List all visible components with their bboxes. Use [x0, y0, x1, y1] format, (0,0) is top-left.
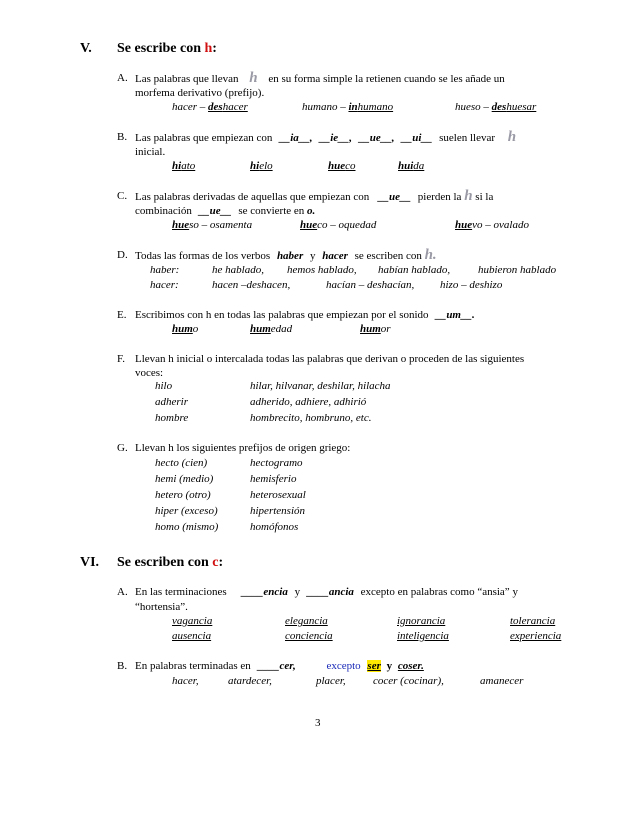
item-f-line1: Llevan h inicial o intercalada todas las palabras que derivan o proceden de las siguientes — [135, 353, 525, 365]
ex-text: vo – ovalado — [472, 219, 529, 231]
item-c-h: h — [464, 188, 473, 204]
ex-text: hacer — [222, 101, 248, 113]
item-g-example: heterosexual — [250, 489, 306, 501]
item-a-text2: en su forma simple la retienen cuando se les añade un — [268, 73, 505, 85]
item-vi-a-example: vagancia — [172, 615, 213, 627]
ex-prefix: hue — [172, 219, 190, 231]
item-f-letter: F. — [117, 353, 125, 365]
item-d-form: hacían – deshacían, — [326, 279, 415, 291]
ex-text: huesar — [506, 101, 537, 113]
ex-text: edad — [270, 323, 293, 335]
item-vi-b-example: cocer (cocinar), — [373, 675, 444, 687]
item-g-prefix: hetero (otro) — [155, 489, 211, 501]
ex-text: hueso – — [455, 101, 492, 113]
item-vi-b-example: amanecer — [480, 675, 524, 687]
item-f-root: hilo — [155, 380, 173, 392]
item-g-prefix: homo (mismo) — [155, 521, 219, 533]
item-d-verb-hacer: hacer: — [150, 279, 179, 291]
item-c-o: o. — [307, 205, 316, 217]
item-vi-a-fill: ____encia — [241, 586, 288, 598]
ex-text: da — [413, 160, 425, 172]
section-title-vi — [117, 555, 223, 571]
item-c-fill: __ue__ — [198, 205, 232, 217]
item-g-example: homófonos — [250, 521, 299, 533]
item-vi-b-letter: B. — [117, 660, 128, 672]
item-f-derived: hombrecito, hombruno, etc. — [250, 412, 372, 424]
item-a-example-2 — [302, 101, 393, 113]
item-d-haber: haber — [276, 250, 304, 262]
section-title-v-colon: : — [212, 41, 217, 56]
item-f-derived: hilar, hilvanar, deshilar, hilacha — [250, 380, 391, 392]
section-title-v-letter: h — [204, 41, 213, 56]
item-d-form: hizo – deshizo — [440, 279, 503, 291]
ex-text: elo — [259, 160, 273, 172]
item-e-line1 — [135, 308, 475, 322]
item-b-line2: inicial. — [135, 146, 166, 158]
item-g-prefix: hiper (exceso) — [155, 505, 218, 517]
ex-prefix: in — [348, 101, 358, 113]
item-a-line1 — [135, 71, 505, 86]
item-d-verb-haber: haber: — [150, 264, 180, 276]
item-b-fill: __ie__, — [319, 132, 352, 144]
item-c-example-2 — [300, 219, 376, 231]
item-g-example: hipertensión — [250, 505, 305, 517]
item-f-line2: voces: — [135, 367, 164, 379]
ex-text: or — [380, 323, 391, 335]
item-vi-b-ser: ser — [367, 660, 381, 672]
item-vi-b-y: y — [386, 660, 393, 672]
ex-prefix: hi — [250, 160, 260, 172]
item-a-example-1 — [172, 101, 248, 113]
item-vi-a-example: inteligencia — [397, 630, 449, 642]
item-b-example-4 — [398, 160, 424, 172]
ex-prefix: hi — [172, 160, 182, 172]
ex-prefix: hue — [328, 160, 346, 172]
item-b-fill: __ia__, — [279, 132, 313, 144]
item-vi-b-fill: ____cer, — [257, 660, 296, 672]
item-d-h: h. — [424, 247, 437, 263]
item-e-letter: E. — [117, 309, 127, 321]
ex-prefix: hue — [300, 219, 318, 231]
item-a-h: h — [249, 70, 258, 86]
item-f-root: hombre — [155, 412, 189, 424]
ex-prefix: hum — [250, 323, 271, 335]
item-c-text4: combinación — [135, 205, 192, 217]
item-b-example-1 — [172, 160, 195, 172]
ex-text: co – oquedad — [317, 219, 377, 231]
ex-text: ato — [181, 160, 196, 172]
item-a-letter: A. — [117, 72, 128, 84]
item-vi-a-fill: ____ancia — [306, 586, 354, 598]
ex-text: hacer – — [172, 101, 209, 113]
section-title-v — [117, 41, 217, 57]
ex-text: humano — [357, 101, 394, 113]
item-vi-a-example: ausencia — [172, 630, 212, 642]
item-d-y: y — [309, 250, 316, 262]
item-c-line2 — [135, 204, 315, 218]
item-d-form: habían hablado, — [378, 264, 451, 276]
item-a-text1: Las palabras que llevan — [135, 73, 239, 85]
item-vi-a-letter: A. — [117, 586, 128, 598]
ex-prefix: hue — [455, 219, 473, 231]
item-b-text1: Las palabras que empiezan con — [135, 132, 273, 144]
section-title-vi-text: Se escriben con — [117, 555, 213, 570]
item-vi-b-example: atardecer, — [228, 675, 272, 687]
item-c-line1 — [135, 189, 493, 204]
item-e-example-1 — [172, 323, 198, 335]
section-number-v: V. — [80, 41, 92, 56]
ex-text: so – osamenta — [189, 219, 253, 231]
section-title-vi-colon: : — [218, 555, 224, 570]
item-d-line1 — [135, 248, 437, 263]
item-e-text: Escribimos con h en todas las palabras que empiezan por el sonido — [135, 309, 429, 321]
item-e-example-3 — [360, 323, 391, 335]
item-vi-b-text: En palabras terminadas en — [135, 660, 251, 672]
item-d-text2: se escriben con — [354, 250, 422, 262]
section-title-v-text: Se escribe con — [117, 41, 205, 56]
item-g-prefix: hecto (cien) — [155, 457, 208, 469]
item-vi-a-example: elegancia — [285, 615, 328, 627]
item-b-letter: B. — [117, 131, 128, 143]
item-c-fill: __ue__ — [378, 191, 412, 203]
item-c-text3: si la — [475, 191, 494, 203]
item-c-text5: se convierte en — [238, 205, 305, 217]
item-c-example-3 — [455, 219, 529, 231]
page-number: 3 — [315, 717, 321, 729]
item-e-fill: __um__. — [435, 309, 475, 321]
item-vi-a-text2: excepto en palabras como “ansia” y — [360, 586, 518, 598]
ex-prefix: hum — [172, 323, 193, 335]
item-c-text2: pierden la — [417, 191, 462, 203]
item-d-form: hacen –deshacen, — [212, 279, 291, 291]
ex-prefix: hum — [360, 323, 381, 335]
item-c-text1: Las palabras derivadas de aquellas que empiezan con — [135, 191, 370, 203]
section-title-vi-letter: c — [212, 555, 219, 570]
item-g-example: hemisferio — [250, 473, 297, 485]
ex-text: humano – — [302, 101, 349, 113]
item-d-letter: D. — [117, 249, 128, 261]
item-vi-a-example: ignorancia — [397, 615, 446, 627]
ex-prefix: des — [491, 101, 507, 113]
item-b-line1 — [135, 130, 516, 145]
item-b-h: h — [507, 129, 517, 145]
ex-prefix: hui — [398, 160, 414, 172]
item-g-line1: Llevan h los siguientes prefijos de origen griego: — [135, 442, 351, 454]
item-b-fill: __ue__, — [358, 132, 395, 144]
section-number-vi: VI. — [80, 555, 100, 570]
item-vi-a-example: tolerancia — [510, 615, 556, 627]
item-g-prefix: hemi (medio) — [155, 473, 214, 485]
item-b-example-2 — [250, 160, 273, 172]
item-vi-a-y: y — [294, 586, 301, 598]
item-vi-b-line1 — [135, 659, 424, 673]
item-vi-b-example: placer, — [316, 675, 346, 687]
ex-text: o — [192, 323, 199, 335]
item-c-letter: C. — [117, 190, 128, 202]
ex-text: co — [345, 160, 356, 172]
item-g-letter: G. — [117, 442, 128, 454]
item-d-text1: Todas las formas de los verbos — [135, 250, 271, 262]
item-vi-b-coser: coser. — [397, 660, 424, 672]
item-a-example-3 — [455, 101, 536, 113]
item-vi-a-example: experiencia — [510, 630, 562, 642]
item-d-hacer: hacer — [322, 250, 348, 262]
item-vi-a-example: conciencia — [285, 630, 333, 642]
item-d-form: hemos hablado, — [287, 264, 357, 276]
item-d-form: hubieron hablado — [478, 264, 557, 276]
item-vi-a-line1 — [135, 585, 518, 599]
item-vi-a-text1: En las terminaciones — [135, 586, 227, 598]
ex-prefix: des — [208, 101, 223, 113]
item-a-line2: morfema derivativo (prefijo). — [135, 87, 265, 99]
item-f-derived: adherido, adhiere, adhirió — [250, 396, 367, 408]
item-b-example-3 — [328, 160, 356, 172]
item-vi-a-line2: “hortensia”. — [135, 601, 188, 613]
item-b-text2: suelen llevar — [439, 132, 496, 144]
item-b-fill: __ui__ — [401, 132, 433, 144]
item-vi-b-except: excepto — [326, 660, 361, 672]
item-c-example-1 — [172, 219, 252, 231]
item-vi-b-example: hacer, — [172, 675, 199, 687]
item-d-form: he hablado, — [212, 264, 264, 276]
item-f-root: adherir — [155, 396, 188, 408]
item-e-example-2 — [250, 323, 292, 335]
item-g-example: hectogramo — [250, 457, 303, 469]
